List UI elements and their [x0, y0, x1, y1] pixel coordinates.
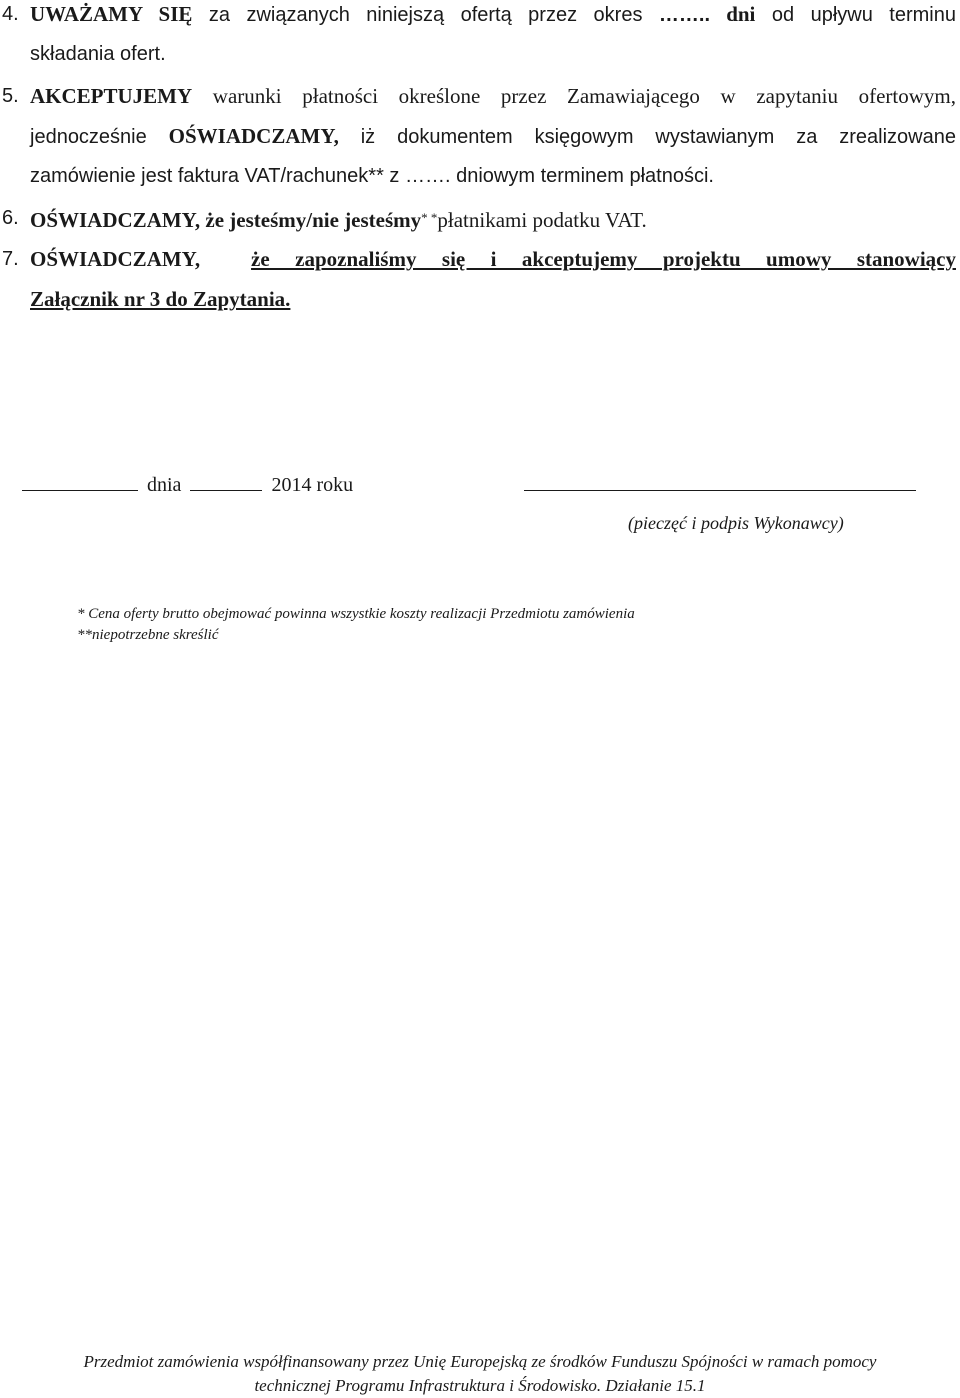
- date-line: [22, 470, 353, 500]
- clause-4: [0, 0, 960, 78]
- signature-line: [524, 490, 916, 491]
- clause-4-text-b: od upływu terminu: [755, 4, 956, 26]
- clause-6: [0, 198, 960, 240]
- clause-4-dni: dni: [710, 2, 756, 26]
- clause-5-line3: zamówienie jest faktura VAT/rachunek** z ……. dniowym terminem płatności.: [30, 165, 714, 187]
- signature-caption: (pieczęć i podpis Wykonawcy): [628, 513, 844, 533]
- clause-6-text: płatnikami podatku VAT.: [437, 208, 647, 232]
- clause-5-line2-rest: iż dokumentem księgowym wystawianym za zrealizowane: [338, 126, 956, 148]
- year-label: 2014 roku: [271, 474, 354, 496]
- clause-7-line2: Załącznik nr 3 do Zapytania.: [30, 287, 291, 311]
- clause-6-asterisks: * *: [421, 210, 438, 225]
- clause-4-dots: ……..: [658, 4, 711, 26]
- clause-4-text: za związanych niniejszą ofertą przez okres: [192, 4, 659, 26]
- clause-5-bold: AKCEPTUJEMY: [30, 84, 193, 108]
- month-blank: [190, 472, 262, 491]
- footnote-strike: **niepotrzebne skreślić: [77, 627, 219, 643]
- dnia-label: dnia: [147, 474, 182, 496]
- footer-line-1: Przedmiot zamówienia współfinansowany przez Unię Europejską ze środków Funduszu Spójności w ramach pomocy: [83, 1352, 877, 1371]
- day-blank: [22, 472, 138, 491]
- clause-4-bold: UWAŻAMY SIĘ: [30, 2, 193, 26]
- clause-4-number: 4.: [2, 3, 19, 25]
- clause-7-bold-underlined: że zapoznaliśmy się i akceptujemy projektu umowy stanowiący: [251, 247, 956, 271]
- footnote-price: * Cena oferty brutto obejmować powinna wszystkie koszty realizacji Przedmiotu zamówienia: [77, 606, 635, 622]
- clause-5-line2-bold: OŚWIADCZAMY,: [168, 124, 339, 148]
- clause-5-number: 5.: [2, 85, 19, 107]
- clause-5-line2-text: jednocześnie: [30, 126, 169, 148]
- footer-line-2: technicznej Programu Infrastruktura i Środowisko. Działanie 15.1: [254, 1376, 706, 1395]
- clause-4-line2: składania ofert.: [30, 43, 166, 65]
- page-footer: [0, 1350, 960, 1398]
- clause-7: [0, 239, 960, 321]
- clause-7-number: 7.: [2, 248, 19, 270]
- clause-5: [0, 76, 960, 200]
- clause-6-bold: OŚWIADCZAMY, że jesteśmy/nie jesteśmy: [30, 208, 422, 232]
- footnotes: [77, 604, 635, 646]
- clause-6-number: 6.: [2, 207, 19, 229]
- clause-5-text: warunki płatności określone przez Zamawiającego w zapytaniu ofertowym,: [192, 84, 956, 108]
- clause-7-bold: OŚWIADCZAMY,: [30, 247, 201, 271]
